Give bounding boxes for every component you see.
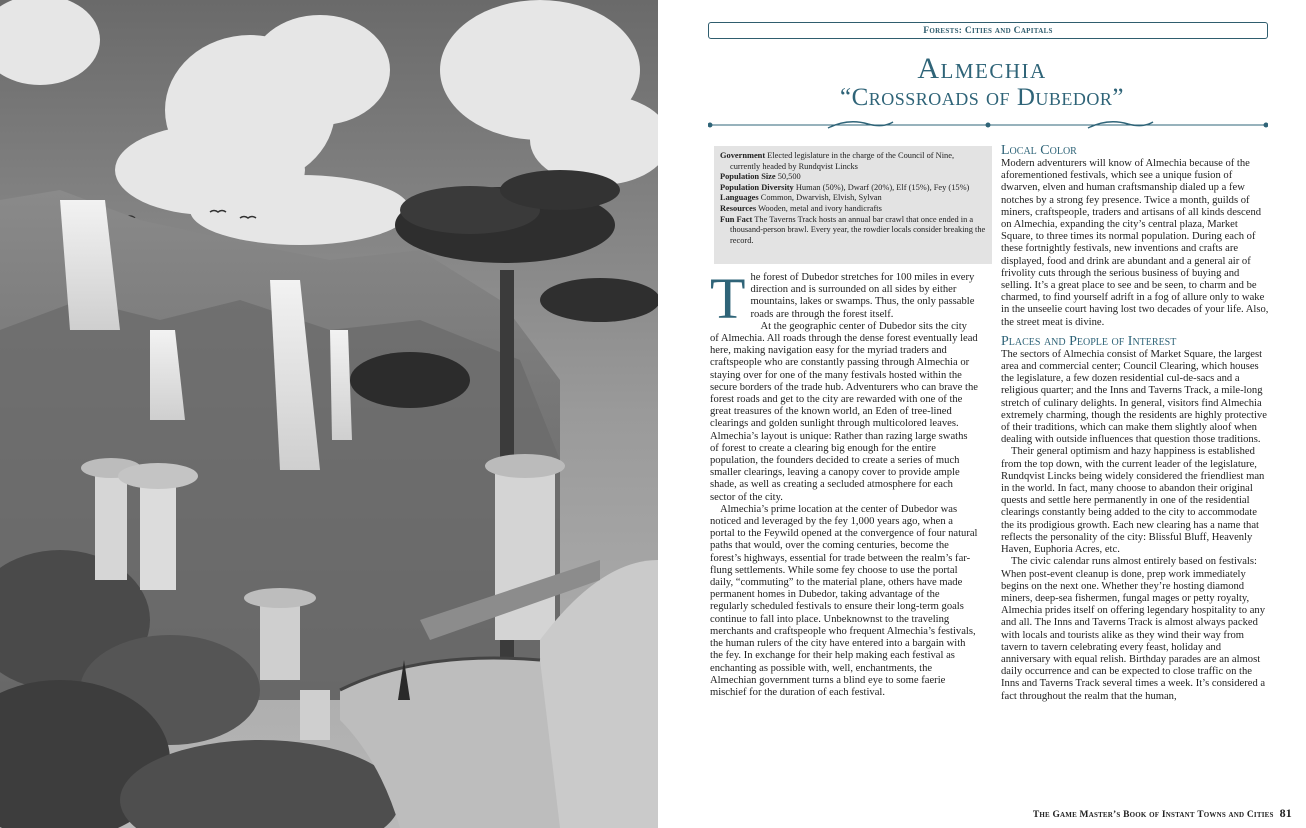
section-header-banner bbox=[708, 22, 1268, 39]
population-diversity-label: Population Diversity bbox=[720, 182, 794, 192]
heading-local-color: Local Color bbox=[1001, 143, 1077, 158]
intro-paragraph bbox=[710, 266, 978, 331]
places-paragraph-2: Their general optimism and hazy happiness is established from the top down, with the current leader of the legislature, Rundqvist Lincks being widely considered the friendliest man in the world. In fact, many choose to abandon their original quests and settle here permanently in one of the residential clearings constantly being added to the city to accommodate the its prodigious growth. Each new clearing has a name that reflects the personality of the city: Blissful Bluff, Heavenly Haven, Euphoria Acres, etc. bbox=[1001, 446, 1265, 556]
book-title: The Game Master’s Book of Instant Towns and Cities bbox=[1032, 810, 1274, 820]
paragraph-1: he forest of Dubedor stretches for 100 miles in every direction and is surrounded on all sides by either mountains, lakes or swamps. Thus, the only passable roads are through the forest itself. bbox=[750, 272, 975, 320]
languages-label: Languages bbox=[720, 193, 759, 203]
drop-cap: T bbox=[710, 266, 746, 331]
government-label: Government bbox=[720, 151, 766, 160]
right-text-column bbox=[1001, 142, 1271, 703]
fun-fact-label: Fun Fact bbox=[720, 214, 753, 224]
population-size-value: 50,500 bbox=[777, 172, 801, 182]
resources-label: Resources bbox=[720, 203, 757, 213]
page-number: 81 bbox=[1279, 806, 1292, 820]
places-paragraph-1: The sectors of Almechia consist of Market Square, the largest area and commercial center; Council Clearing, which houses the legislature, a few dozen residential cul-de-sacs and a religious quarter; and the Inns and Taverns Track, a mile-long stretch of culinary delights. In general, visitors find Almechia extremely charming, though the residents are highly protective of their traditions, which can make them slightly aloof when dealing with outside influences that question those traditions. bbox=[1001, 348, 1267, 446]
paragraph-3: Almechia’s prime location at the center of Dubedor was noticed and leveraged by the fey 1,000 years ago, when a portal to the Feywild opened at the convergence of four natural paths that would, over the coming centuries, become the forest’s highways, essential for trade between the realm’s far-flung settlements. While some fey choose to use the portal daily, “commuting” to the material plane, others have made permanent homes in Dubedor, taking advantage of the regularly scheduled festivals to ensure their long-term goals continue to fall into place. Unbeknownst to the traveling merchants and craftspeople who frequent Almechia’s festivals, the human rulers of the city have entered into a bargain with the fey. In exchange for their help making each festival as enchanting as possible with, well, enchantments, the Almechian government turns a blind eye to some faerie mischief for the duration of each festival. bbox=[710, 503, 978, 698]
page-title: Almechia bbox=[917, 52, 1047, 85]
languages-value: Common, Dwarvish, Elvish, Sylvan bbox=[760, 193, 882, 203]
resources-value: Wooden, metal and ivory handicrafts bbox=[758, 203, 882, 213]
fun-fact-value: The Taverns Track hosts an annual bar crawl that once ended in a thousand-person brawl. Every year, the rowdier locals consider breaking the record. bbox=[730, 214, 986, 245]
government-value: Elected legislature in the charge of the Council of Nine, currently headed by Rundqvist Lincks bbox=[730, 151, 955, 171]
paragraph-2: At the geographic center of Dubedor sits the city of Almechia. All roads through the dense forest eventually lead here, making navigation easy for the myriad traders and craftspeople who are constantly passing through Almechia or staying over for one of the many festivals hosted within the secure borders of the trade hub. Adventurers who can brave the forest roads and get to the city are rewarded with one of the great treasures of the known world, an Eden of tree-lined clearings and golden sunlight through multicolored leaves. Almechia’s layout is unique: Rather than razing large swaths of forest to create a clearing big enough for the entire population, the founders decided to create a series of much smaller clearings, leaving a canopy cover to provide ample shade, as well as creating a secluded atmosphere for each sector of the city. bbox=[710, 320, 978, 503]
page-subtitle: “Crossroads of Dubedor” bbox=[840, 84, 1124, 111]
city-statblock bbox=[714, 146, 992, 264]
population-diversity-value: Human (50%), Dwarf (20%), Elf (15%), Fey (15%) bbox=[795, 182, 970, 192]
local-color-paragraph: Modern adventurers will know of Almechia because of the aforementioned festivals, which see a unique fusion of dwarven, elven and human craftsmanship dialed up a few notches by a strong fey presence. Twice a month, guilds of miners, craftspeople, traders and artisans of all kinds descend on Almechia, expanding the city’s central plaza, Market Square, to three times its normal population. During each of these fortnightly festivals, new inventions and crafts are displayed, food and drink are abundant and a general air of frivolity cuts through the serious business of buying and selling. It’s a great place to see and be seen, to charm and be charmed, to find yourself adrift in a fog of allure only to wake in the unseelie court having lost two decades of your life. Also, the street meat is divine. bbox=[1001, 158, 1269, 328]
left-text-column bbox=[710, 266, 978, 699]
text-page bbox=[658, 0, 1306, 828]
heading-places-and-people: Places and People of Interest bbox=[1001, 333, 1177, 349]
page-footer bbox=[1033, 806, 1292, 821]
population-size-label: Population Size bbox=[720, 172, 776, 182]
places-paragraph-3: The civic calendar runs almost entirely based on festivals: When post-event cleanup is done, prep work immediately begins on the next one. Whether they’re hosting diamond miners, deep-sea fishermen, fungal mages or petty royalty, Almechia prides itself on offering legendary hospitality to any and all. The Inns and Taverns Track is almost always packed with locals and tourists alike as they wind their way from tavern to tavern celebrating every feast, holiday and anniversary with equal relish. Birthday parades are an almost daily occurrence and can be expected to close traffic on the Inns and Taverns Track several times a week. It’s considered a fact throughout the realm that the human, bbox=[1001, 556, 1266, 702]
divider-ornament bbox=[708, 116, 1268, 134]
section-header: Forests: Cities and Capitals bbox=[923, 25, 1053, 36]
